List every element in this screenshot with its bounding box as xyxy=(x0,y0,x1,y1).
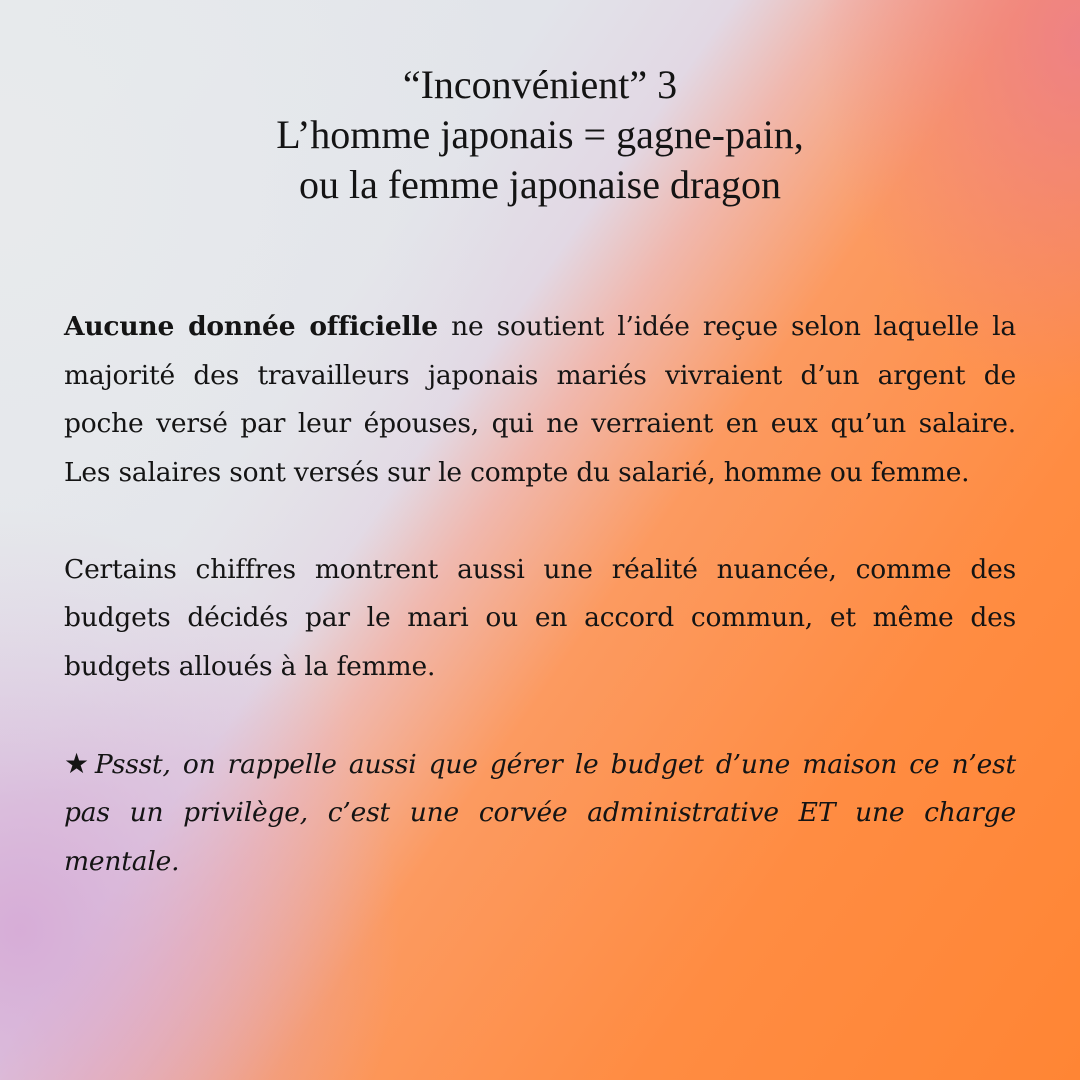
title-line-1: “Inconvénient” 3 xyxy=(402,62,678,107)
paragraph-bold-lead: Aucune donnée officielle xyxy=(64,311,438,342)
slide-title xyxy=(60,60,1020,210)
title-line-3: ou la femme japonaise dragon xyxy=(298,162,782,207)
title-line-2: L’homme japonais = gagne-pain, xyxy=(276,112,804,157)
slide-body xyxy=(64,303,1016,886)
paragraph-nuanced-figures xyxy=(64,546,1016,692)
paragraph-official-data xyxy=(64,303,1016,497)
paragraph-2-text: Certains chiffres montrent aussi une réalité nuancée, comme des budgets décidés par le mari ou en accord commun, et même des budgets alloués à la femme. xyxy=(64,553,1016,682)
paragraph-3-text: Pssst, on rappelle aussi que gérer le budget d’une maison ce n’est pas un privilège, c’est une corvée administrative ET une charge mentale. xyxy=(64,748,1016,877)
star-icon: ★ xyxy=(64,746,89,780)
paragraph-pssst-note xyxy=(64,740,1016,887)
paragraph-1-text: ne soutient l’idée reçue selon laquelle la majorité des travailleurs japonais mariés vivraient d’un argent de poche versé par leur épouses, qui ne verraient en eux qu’un salaire. Les salaires sont versés sur le compte du salarié, homme ou femme. xyxy=(64,311,1016,488)
